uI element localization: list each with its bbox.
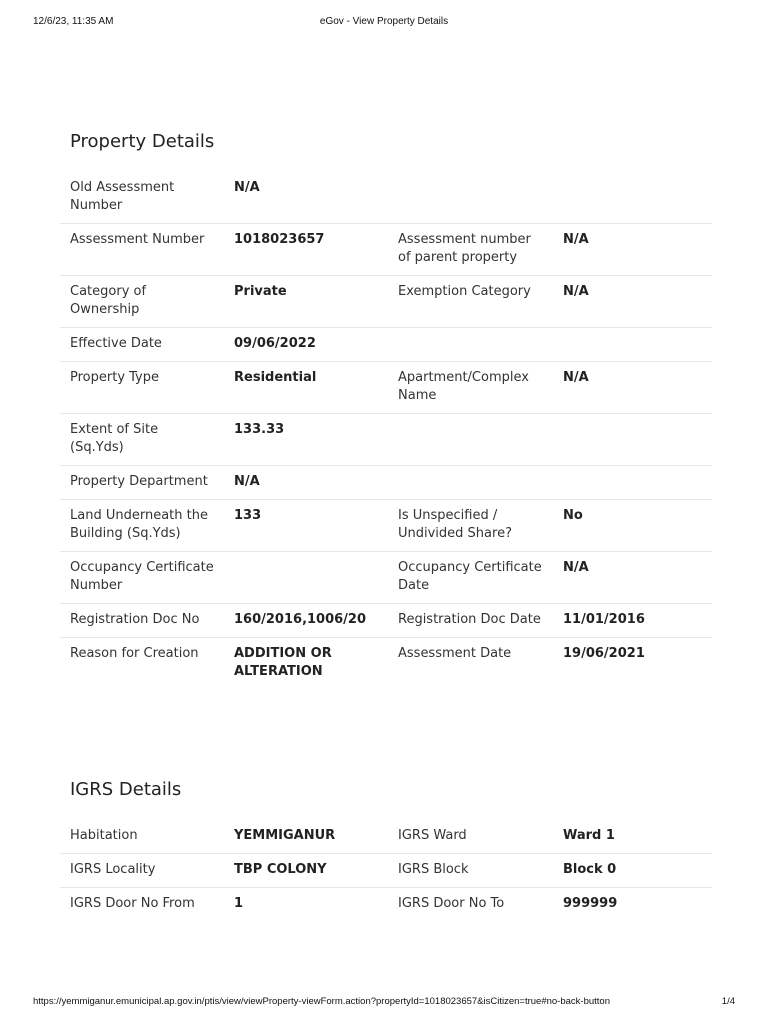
property-details-title: Property Details xyxy=(70,131,215,152)
page-url: https://yemmiganur.emunicipal.ap.gov.in/ptis/view/viewProperty-viewForm.action?propertyId=1018023657&isCitizen=true#no-back-button xyxy=(33,996,610,1007)
table-row xyxy=(60,552,712,604)
print-footer xyxy=(33,996,735,1010)
field-label: Habitation xyxy=(60,820,224,854)
field-label: Land Underneath the Building (Sq.Yds) xyxy=(60,500,224,552)
field-value: 160/2016,1006/20 xyxy=(224,604,388,638)
field-label: IGRS Block xyxy=(388,854,553,888)
field-value: 11/01/2016 xyxy=(553,604,712,638)
field-value: 999999 xyxy=(563,896,618,911)
igrs-details-title: IGRS Details xyxy=(70,779,182,800)
property-details-table xyxy=(60,172,712,689)
field-label: Assessment Date xyxy=(398,646,512,661)
field-label xyxy=(388,172,553,224)
table-row xyxy=(60,500,712,552)
table-row xyxy=(60,888,712,922)
field-label: Occupancy Certificate Number xyxy=(60,552,224,604)
field-label: Old Assessment Number xyxy=(60,172,224,224)
field-value: N/A xyxy=(553,362,712,414)
field-label: Category of Ownership xyxy=(60,276,224,328)
field-label: Reason for Creation xyxy=(70,646,199,661)
field-value: Ward 1 xyxy=(553,820,712,854)
field-value: N/A xyxy=(224,466,388,500)
igrs-details-table xyxy=(60,820,712,921)
print-page-title: eGov - View Property Details xyxy=(319,16,449,27)
table-row xyxy=(60,224,712,276)
field-label: Assessment number of parent property xyxy=(388,224,553,276)
field-value xyxy=(553,414,712,466)
table-row xyxy=(60,414,712,466)
table-row xyxy=(60,820,712,854)
table-row xyxy=(60,466,712,500)
field-label: Property Department xyxy=(60,466,224,500)
field-label: Property Type xyxy=(60,362,224,414)
field-label: Occupancy Certificate Date xyxy=(388,552,553,604)
table-row xyxy=(60,328,712,362)
field-value: N/A xyxy=(553,552,712,604)
field-value xyxy=(553,328,712,362)
field-value: 09/06/2022 xyxy=(224,328,388,362)
table-row xyxy=(60,276,712,328)
table-row xyxy=(60,638,712,690)
field-label: Assessment Number xyxy=(60,224,224,276)
field-label xyxy=(388,328,553,362)
field-label: Apartment/Complex Name xyxy=(388,362,553,414)
field-label: Is Unspecified / Undivided Share? xyxy=(388,500,553,552)
field-label: Registration Doc Date xyxy=(388,604,553,638)
field-value: N/A xyxy=(224,172,388,224)
field-value: 1 xyxy=(234,896,244,911)
print-datetime: 12/6/23, 11:35 AM xyxy=(33,16,114,27)
field-label: Effective Date xyxy=(60,328,224,362)
field-value: 19/06/2021 xyxy=(563,646,645,661)
field-value: 133.33 xyxy=(224,414,388,466)
field-value: No xyxy=(553,500,712,552)
field-label: IGRS Door No To xyxy=(398,896,505,911)
field-label: Extent of Site (Sq.Yds) xyxy=(60,414,224,466)
field-label xyxy=(388,466,553,500)
field-value: Block 0 xyxy=(553,854,712,888)
field-label: Registration Doc No xyxy=(60,604,224,638)
field-value xyxy=(553,466,712,500)
field-label: IGRS Door No From xyxy=(70,896,195,911)
field-label: IGRS Ward xyxy=(388,820,553,854)
field-value: Residential xyxy=(224,362,388,414)
field-value xyxy=(224,552,388,604)
table-row xyxy=(60,172,712,224)
field-value: 1018023657 xyxy=(224,224,388,276)
field-value xyxy=(553,172,712,224)
field-value: Private xyxy=(224,276,388,328)
field-value: YEMMIGANUR xyxy=(224,820,388,854)
print-header xyxy=(33,16,735,30)
table-row xyxy=(60,604,712,638)
field-label xyxy=(388,414,553,466)
table-row xyxy=(60,854,712,888)
field-value: ADDITION OR ALTERATION xyxy=(234,646,332,679)
field-label: Exemption Category xyxy=(388,276,553,328)
field-value: TBP COLONY xyxy=(224,854,388,888)
field-value: 133 xyxy=(224,500,388,552)
table-row xyxy=(60,362,712,414)
field-value: N/A xyxy=(553,224,712,276)
field-label: IGRS Locality xyxy=(60,854,224,888)
page-number: 1/4 xyxy=(721,996,735,1007)
field-value: N/A xyxy=(553,276,712,328)
